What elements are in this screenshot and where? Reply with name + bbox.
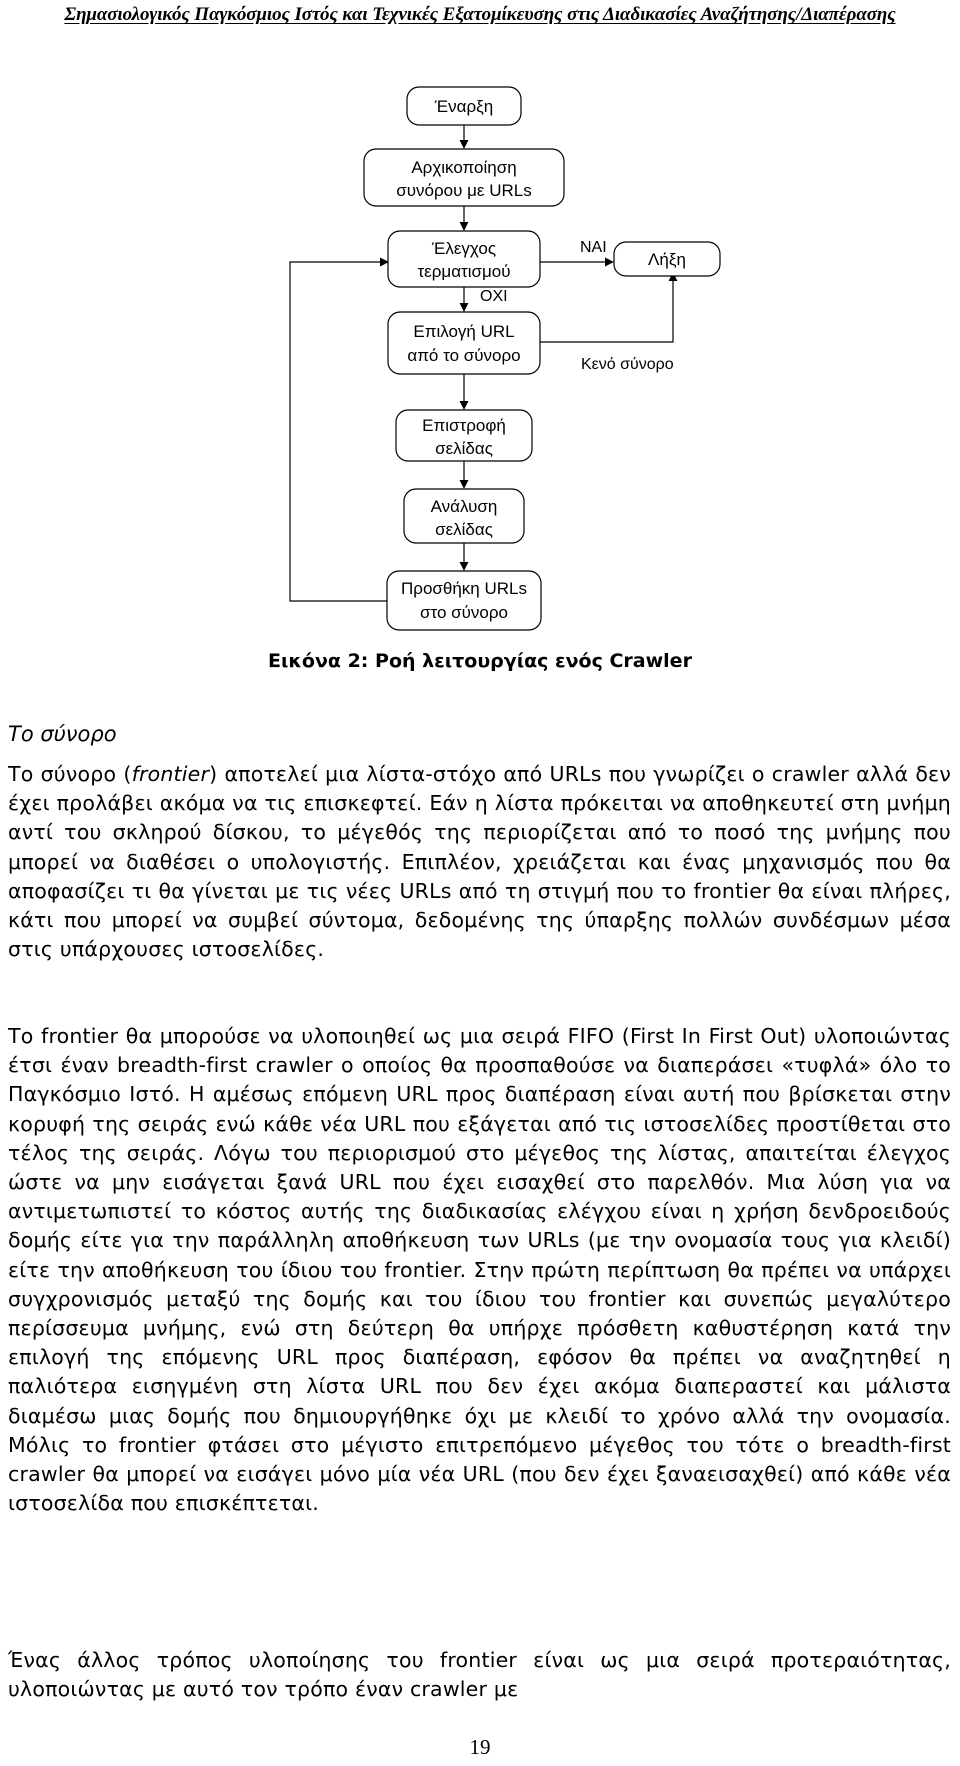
svg-text:σελίδας: σελίδας	[435, 520, 493, 539]
svg-text:σελίδας: σελίδας	[435, 439, 493, 458]
node-end	[614, 242, 720, 276]
edge-select-end	[540, 273, 673, 342]
svg-text:Έναρξη: Έναρξη	[434, 97, 494, 116]
svg-text:στο σύνορο: στο σύνορο	[419, 603, 509, 622]
node-select	[388, 312, 540, 374]
node-add	[387, 571, 541, 630]
node-fetch	[396, 410, 532, 461]
paragraph-2: Το frontier θα μπορούσε να υλοποιηθεί ως μια σειρά FIFO (First In First Out) υλοποιώντας έτσι έναν breadth-first crawler ο οποίος θα προσπαθούσε να διαπεράσει «τυφλά» όλο το Παγκόσμιο Ιστό. Η αμέσως επόμενη URL προς διαπέραση είναι αυτή που βρίσκεται στην κορυφή της σειράς ενώ κάθε νέα URL που εξάγεται από τις ιστοσελίδες προστίθεται στο τέλος της σειράς. Λόγω του περιορισμού στο μέγεθος της λίστας, απαιτείται έλεγχος ώστε να μην εισάγεται ξανά URL που έχει εισαχθεί στο παρελθόν. Μια λύση για να αντιμετωπιστεί το κόστος αυτής της διαδικασίας ελέγχου είναι η χρήση δενδροειδούς δομής είτε για την παράλληλη αποθήκευση των URLs (με την ονομασία τους για κλειδί) είτε την αποθήκευση του ίδιου του frontier. Στην πρώτη περίπτωση θα πρέπει να υπάρχει συγχρονισμός μεταξύ της δομής και του ίδιου του frontier και συνεπώς μεγαλύτερο περίσσευμα μνήμης, ενώ στη δεύτερη θα υπήρχε πρόσθετη καθυστέρηση κατά την επιλογή της επόμενης URL προς διαπέραση, εφόσον θα πρέπει να αναζητηθεί η παλιότερα εισηγμένη στη λίστα URL που δεν έχει ακόμα διαπεραστεί και μάλιστα διαμέσω μιας δομής που δημιουργήθηκε όχι με κλειδί το χρόνο αλλά την ονομασία. Μόλις το frontier φτάσει στο μέγιστο επιτρεπόμενο μέγεθος του τότε ο breadth-first crawler θα μπορεί να εισάγει μόνο μία νέα URL (που δεν έχει ξαναεισαχθεί) από κάθε νέα ιστοσελίδα που επισκέπτεται.	[8, 1024, 951, 1516]
section-title: Το σύνορο	[8, 722, 117, 746]
svg-text:τερματισμού: τερματισμού	[417, 262, 511, 281]
svg-text:συνόρου με URLs: συνόρου με URLs	[396, 181, 532, 200]
label-yes: ΝΑΙ	[580, 239, 607, 256]
svg-text:Προσθήκη URLs: Προσθήκη URLs	[401, 579, 527, 598]
svg-text:Επιστροφή: Επιστροφή	[422, 416, 506, 435]
svg-text:από το σύνορο: από το σύνορο	[407, 346, 521, 365]
figure-caption: Εικόνα 2: Ροή λειτουργίας ενός Crawler	[268, 650, 692, 672]
svg-text:Ανάλυση: Ανάλυση	[430, 497, 498, 516]
page-number: 19	[469, 1735, 491, 1759]
node-start	[407, 87, 521, 125]
term-frontier: frontier	[131, 762, 210, 786]
label-no: ΟΧΙ	[480, 288, 508, 305]
svg-text:Λήξη: Λήξη	[648, 250, 686, 269]
node-check	[388, 231, 540, 287]
node-parse	[404, 489, 524, 543]
crawler-flowchart	[0, 0, 960, 640]
edge-add-check	[290, 262, 388, 601]
running-header: Σημασιολογικός Παγκόσμιος Ιστός και Τεχνικές Εξατομίκευσης στις Διαδικασίες Αναζήτησης/Διαπέρασης	[64, 4, 896, 25]
paragraph-1: Το σύνορο (frontier) αποτελεί μια λίστα-στόχο από URLs που γνωρίζει ο crawler αλλά δεν έχει προλάβει ακόμα να τις επισκεφτεί. Εάν η λίστα πρόκειται να αποθηκευτεί στη μνήμη αντί του σκληρού δίσκου, το μέγεθός της περιορίζεται από το ποσό της μνήμης που μπορεί να διαθέσει ο υπολογιστής. Επιπλέον, χρειάζεται και ένας μηχανισμός που θα αποφασίζει τι θα γίνεται με τις νέες URLs από τη στιγμή που το frontier θα είναι πλήρες, κάτι που μπορεί να συμβεί σύντομα, δεδομένης της ύπαρξης πολλών συνδέσμων μέσα στις υπάρχουσες ιστοσελίδες.	[8, 762, 951, 962]
svg-text:Αρχικοποίηση: Αρχικοποίηση	[411, 158, 517, 177]
label-empty-frontier: Κενό σύνορο	[581, 356, 674, 373]
node-init	[364, 149, 564, 206]
svg-text:Έλεγχος: Έλεγχος	[431, 239, 497, 258]
svg-text:Επιλογή URL: Επιλογή URL	[413, 322, 515, 341]
paragraph-3: Ένας άλλος τρόπος υλοποίησης του frontier είναι ως μια σειρά προτεραιότητας, υλοποιώντας με αυτό τον τρόπο έναν crawler με	[8, 1648, 951, 1702]
